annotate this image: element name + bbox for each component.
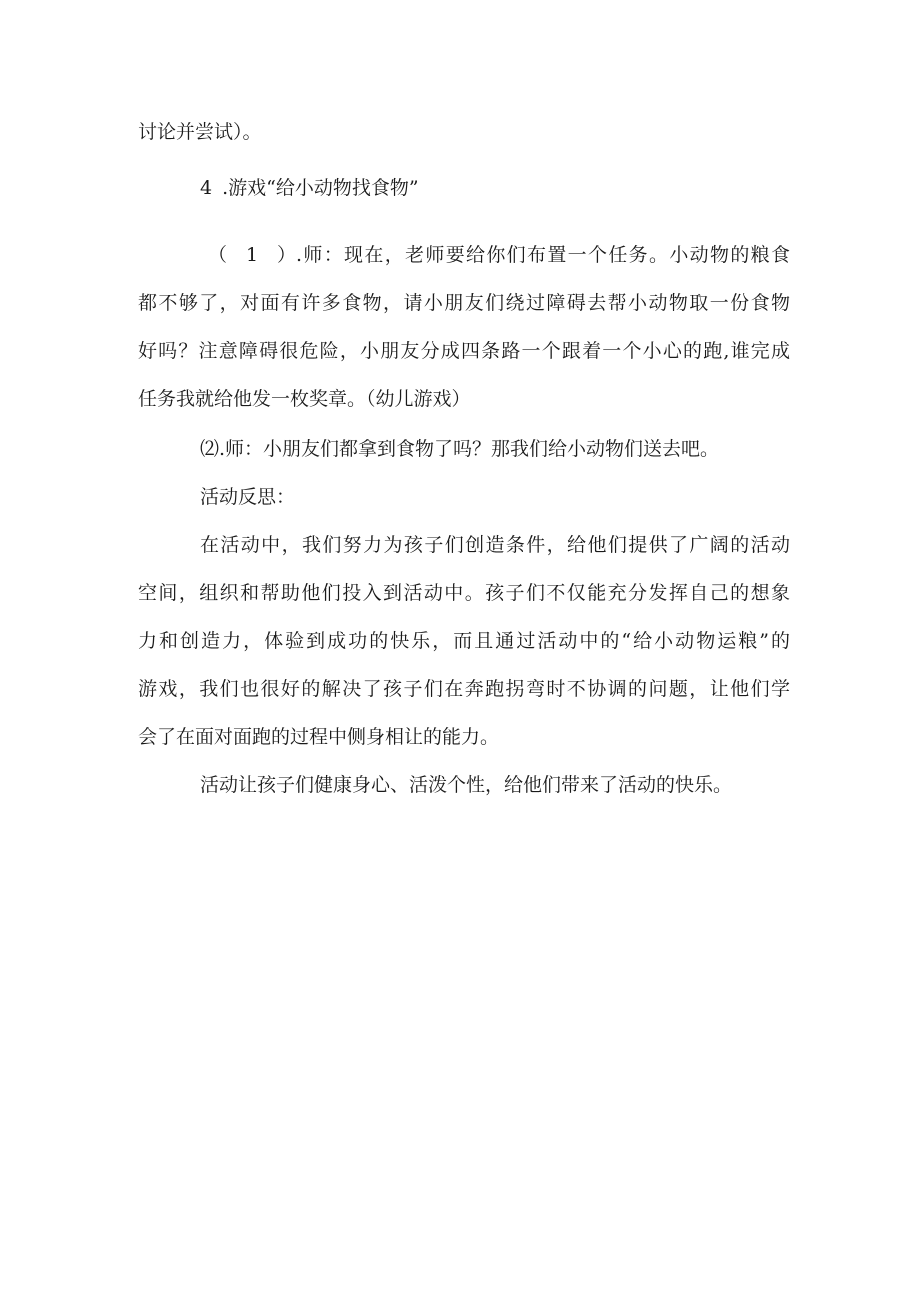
- paragraph-text: 空间，组织和帮助他们投入到活动中。孩子们不仅能充分发挥自己的想象: [138, 582, 790, 604]
- paragraph-text: 在活动中，我们努力为孩子们创造条件，给他们提供了广阔的活动: [200, 534, 790, 556]
- section-number: 4: [200, 177, 213, 199]
- paragraph-text: 力和创造力，体验到成功的快乐，而且通过活动中的“给小动物运粮”的: [138, 630, 790, 652]
- section-heading-game: [200, 176, 790, 200]
- heading-text: 活动反思：: [200, 486, 296, 508]
- closing-paragraph: [200, 773, 790, 797]
- paragraph-text: 游戏，我们也很好的解决了孩子们在奔跑拐弯时不协调的问题，让他们学: [138, 678, 790, 700]
- item-1-line-3: [138, 339, 790, 363]
- item-text: .师：现在，老师要给你们布置一个任务。小动物的粮食: [296, 244, 790, 266]
- reflection-line-5: [138, 725, 790, 749]
- item-text: 都不够了，对面有许多食物，请小朋友们绕过障碍去帮小动物取一份食物: [138, 292, 790, 314]
- reflection-line-1: [200, 533, 790, 557]
- reflection-heading: [200, 485, 790, 509]
- paragraph-text: 讨论并尝试）。: [138, 121, 262, 143]
- reflection-line-4: [138, 677, 790, 701]
- paragraph-continuation: [138, 120, 790, 144]
- item-text: 好吗？注意障碍很危险，小朋友分成四条路一个跟着一个小心的跑,谁完成: [138, 340, 790, 362]
- item-1-line-2: [138, 291, 790, 315]
- section-title: .游戏“给小动物找食物”: [222, 177, 419, 199]
- item-text: ⑵.师：小朋友们都拿到食物了吗？那我们给小动物们送去吧。: [200, 438, 720, 460]
- item-text: 任务我就给他发一枚奖章。（幼儿游戏）: [138, 388, 471, 410]
- reflection-line-3: [138, 629, 790, 653]
- item-2: [200, 437, 790, 461]
- paragraph-text: 活动让孩子们健康身心、活泼个性，给他们带来了活动的快乐。: [200, 774, 733, 796]
- item-1-line-1: [200, 243, 790, 267]
- paragraph-text: 会了在面对面跑的过程中侧身相让的能力。: [138, 726, 500, 748]
- item-number: （1）: [208, 244, 296, 266]
- reflection-line-2: [138, 581, 790, 605]
- item-1-line-4: [138, 387, 790, 411]
